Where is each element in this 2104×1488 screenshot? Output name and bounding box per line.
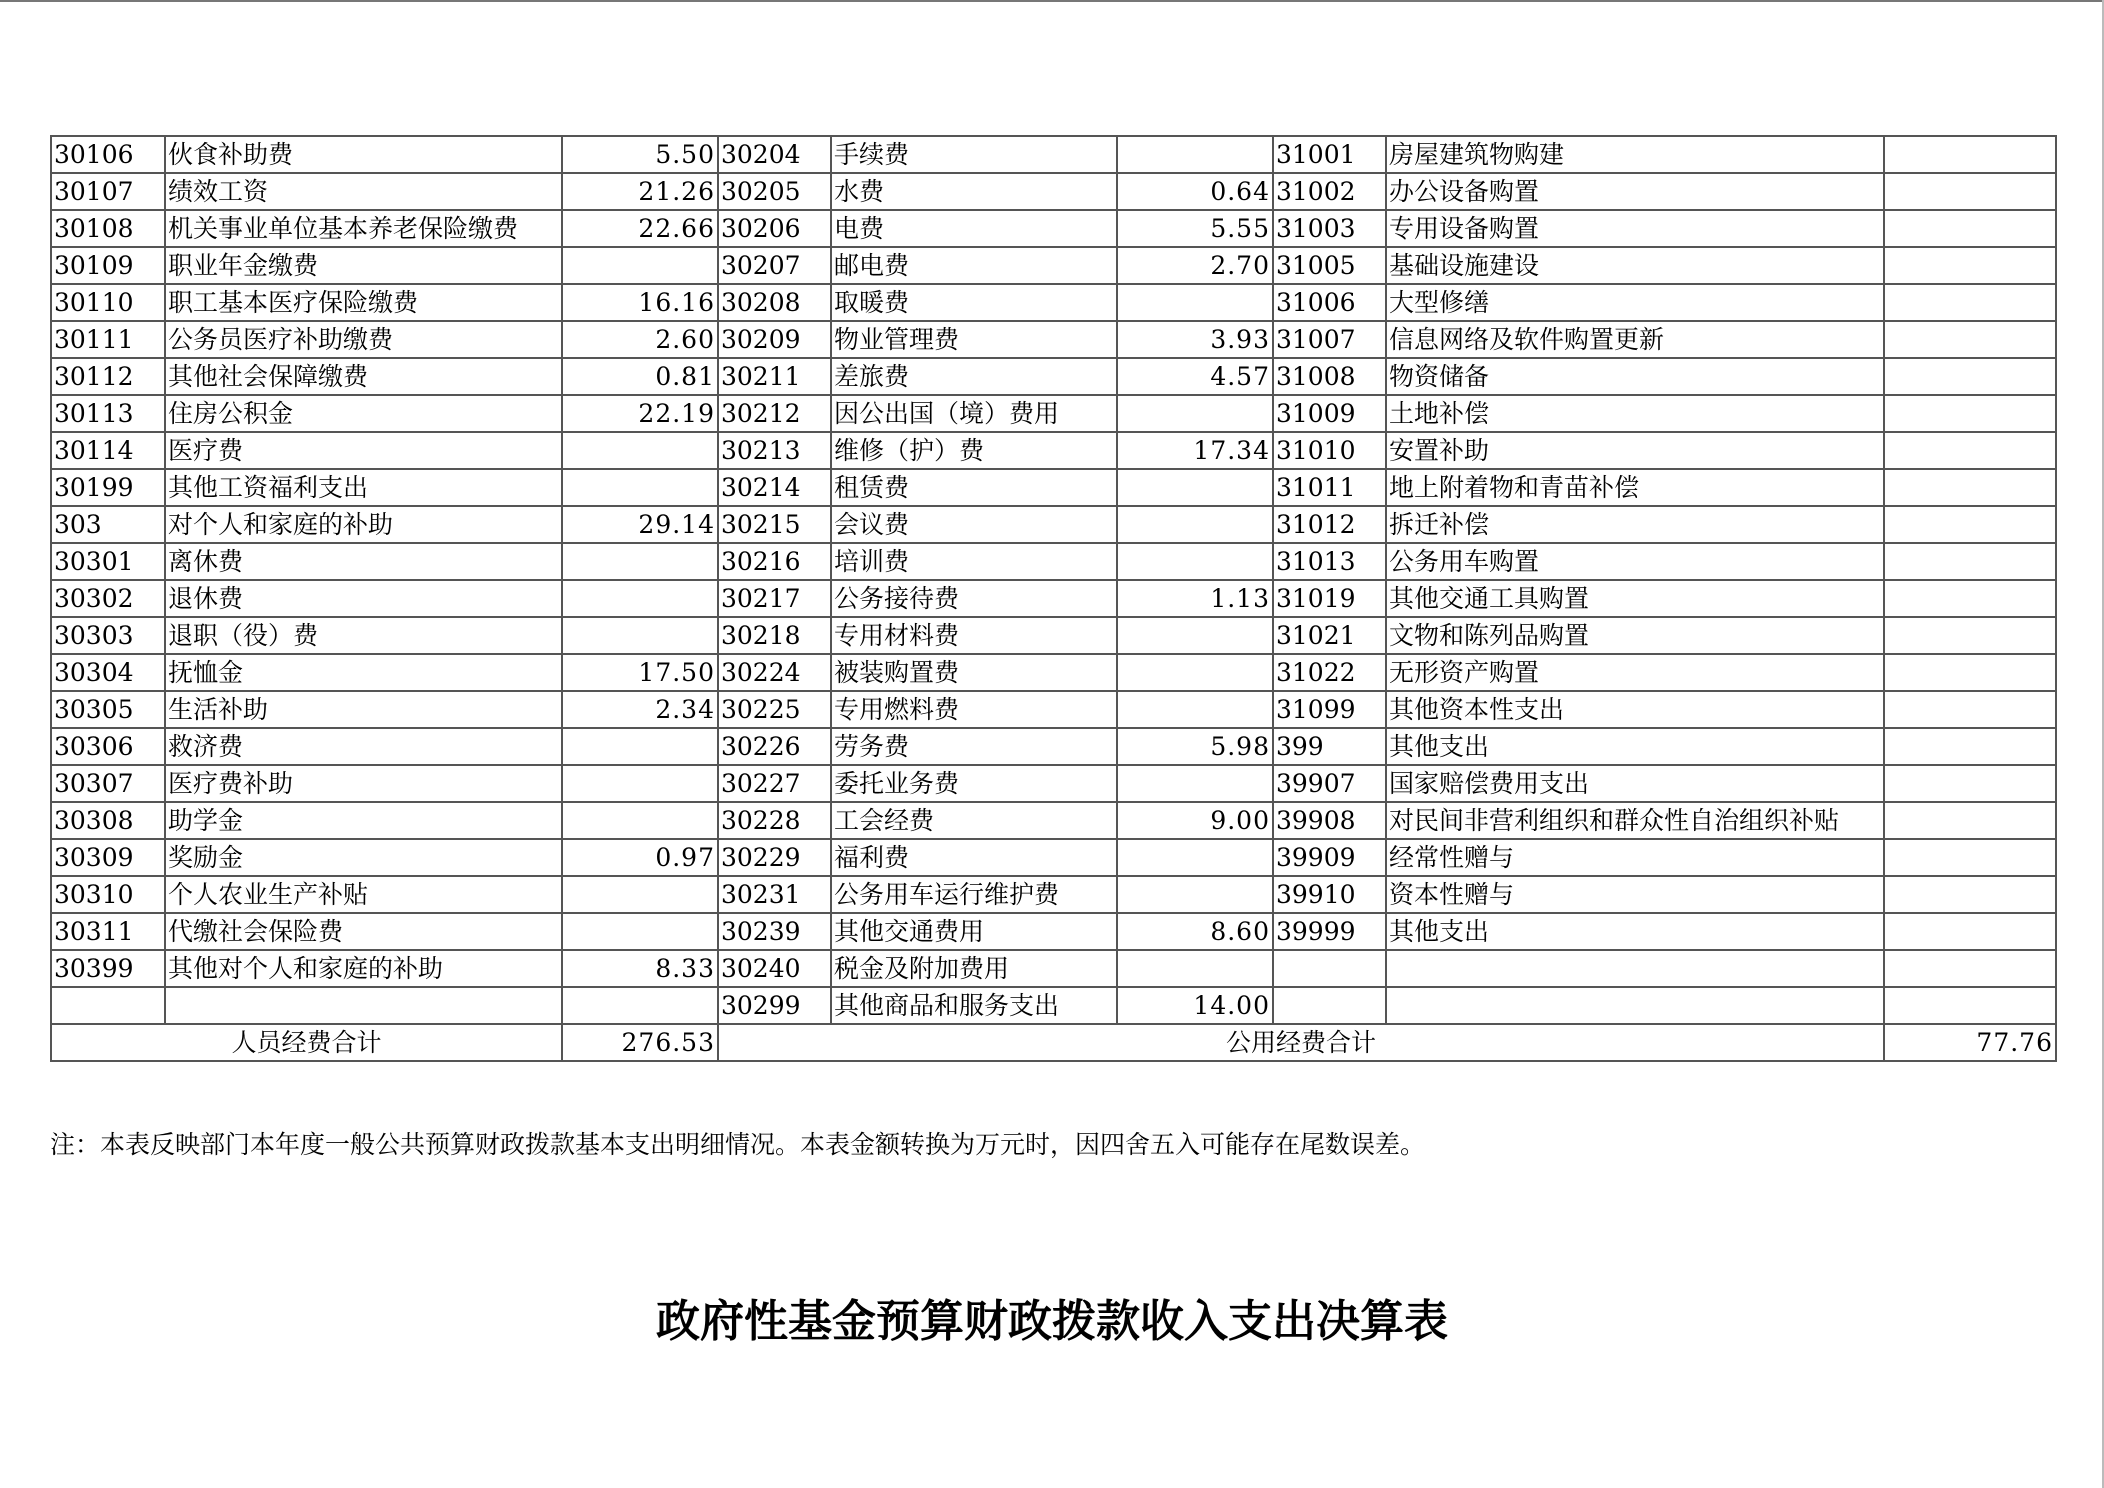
public-amount: [1117, 876, 1273, 913]
table-row: [51, 247, 2056, 284]
table-row: [51, 876, 2056, 913]
capital-code: 39910: [1273, 876, 1386, 913]
personnel-amount: 0.97: [562, 839, 718, 876]
personnel-item: 伙食补助费: [165, 136, 562, 173]
capital-item: 房屋建筑物购建: [1386, 136, 1884, 173]
personnel-item: 救济费: [165, 728, 562, 765]
personnel-code: 30307: [51, 765, 165, 802]
capital-item: 安置补助: [1386, 432, 1884, 469]
public-amount: [1117, 543, 1273, 580]
public-code: 30240: [718, 950, 831, 987]
personnel-item: 对个人和家庭的补助: [165, 506, 562, 543]
capital-code: 31021: [1273, 617, 1386, 654]
public-item: 专用燃料费: [831, 691, 1117, 728]
capital-amount: [1884, 136, 2056, 173]
capital-code: 31005: [1273, 247, 1386, 284]
capital-code: 39999: [1273, 913, 1386, 950]
personnel-amount: [562, 543, 718, 580]
capital-item: 信息网络及软件购置更新: [1386, 321, 1884, 358]
personnel-code: 30106: [51, 136, 165, 173]
personnel-code: 30114: [51, 432, 165, 469]
personnel-amount: 2.34: [562, 691, 718, 728]
personnel-amount: 16.16: [562, 284, 718, 321]
public-code: 30205: [718, 173, 831, 210]
capital-amount: [1884, 728, 2056, 765]
table-row: [51, 913, 2056, 950]
capital-code: 31019: [1273, 580, 1386, 617]
public-item: 物业管理费: [831, 321, 1117, 358]
public-item: 会议费: [831, 506, 1117, 543]
table-row: [51, 321, 2056, 358]
table-row: [51, 543, 2056, 580]
personnel-item: 公务员医疗补助缴费: [165, 321, 562, 358]
personnel-code: 30112: [51, 358, 165, 395]
public-item: 其他商品和服务支出: [831, 987, 1117, 1024]
table-row: [51, 691, 2056, 728]
table-row: [51, 728, 2056, 765]
capital-amount: [1884, 580, 2056, 617]
personnel-code: 30309: [51, 839, 165, 876]
public-amount: [1117, 395, 1273, 432]
capital-amount: [1884, 913, 2056, 950]
capital-amount: [1884, 506, 2056, 543]
personnel-amount: 22.19: [562, 395, 718, 432]
table-row: [51, 839, 2056, 876]
public-code: 30239: [718, 913, 831, 950]
personnel-item: 退休费: [165, 580, 562, 617]
capital-amount: [1884, 321, 2056, 358]
next-table-title: 政府性基金预算财政拨款收入支出决算表: [656, 1296, 1448, 1347]
capital-amount: [1884, 617, 2056, 654]
personnel-code: 30308: [51, 802, 165, 839]
capital-code: 31099: [1273, 691, 1386, 728]
capital-code: 31007: [1273, 321, 1386, 358]
public-item: 取暖费: [831, 284, 1117, 321]
capital-code: 31010: [1273, 432, 1386, 469]
personnel-code: [51, 987, 165, 1024]
capital-item: 其他交通工具购置: [1386, 580, 1884, 617]
personnel-item: 离休费: [165, 543, 562, 580]
capital-amount: [1884, 876, 2056, 913]
public-code: 30212: [718, 395, 831, 432]
personnel-amount: [562, 432, 718, 469]
personnel-amount: [562, 617, 718, 654]
public-code: 30224: [718, 654, 831, 691]
public-item: 委托业务费: [831, 765, 1117, 802]
capital-item: 办公设备购置: [1386, 173, 1884, 210]
personnel-item: 退职（役）费: [165, 617, 562, 654]
public-amount: [1117, 284, 1273, 321]
personnel-code: 30311: [51, 913, 165, 950]
public-item: 税金及附加费用: [831, 950, 1117, 987]
public-code: 30209: [718, 321, 831, 358]
public-code: 30218: [718, 617, 831, 654]
table-row: [51, 987, 2056, 1024]
capital-amount: [1884, 247, 2056, 284]
public-item: 专用材料费: [831, 617, 1117, 654]
personnel-code: 30303: [51, 617, 165, 654]
capital-item: [1386, 950, 1884, 987]
table-row: [51, 469, 2056, 506]
personnel-code: 30310: [51, 876, 165, 913]
public-code: 30204: [718, 136, 831, 173]
capital-amount: [1884, 654, 2056, 691]
table-row: [51, 654, 2056, 691]
personnel-code: 30305: [51, 691, 165, 728]
capital-amount: [1884, 987, 2056, 1024]
table-body: [51, 136, 2056, 1024]
public-item: 工会经费: [831, 802, 1117, 839]
personnel-code: 30306: [51, 728, 165, 765]
personnel-amount: [562, 728, 718, 765]
public-amount: 9.00: [1117, 802, 1273, 839]
capital-item: 经常性赠与: [1386, 839, 1884, 876]
public-item: 培训费: [831, 543, 1117, 580]
capital-code: 399: [1273, 728, 1386, 765]
personnel-amount: [562, 580, 718, 617]
public-code: 30299: [718, 987, 831, 1024]
table-row: [51, 765, 2056, 802]
capital-item: 专用设备购置: [1386, 210, 1884, 247]
personnel-amount: [562, 876, 718, 913]
capital-code: 31008: [1273, 358, 1386, 395]
public-item: 水费: [831, 173, 1117, 210]
personnel-amount: 2.60: [562, 321, 718, 358]
capital-code: 31009: [1273, 395, 1386, 432]
personnel-code: 30109: [51, 247, 165, 284]
personnel-item: 绩效工资: [165, 173, 562, 210]
capital-amount: [1884, 469, 2056, 506]
personnel-code: 30108: [51, 210, 165, 247]
capital-item: 基础设施建设: [1386, 247, 1884, 284]
personnel-item: [165, 987, 562, 1024]
capital-code: 31001: [1273, 136, 1386, 173]
public-amount: [1117, 469, 1273, 506]
personnel-code: 30111: [51, 321, 165, 358]
public-item: 电费: [831, 210, 1117, 247]
capital-item: 拆迁补偿: [1386, 506, 1884, 543]
public-item: 因公出国（境）费用: [831, 395, 1117, 432]
personnel-amount: [562, 802, 718, 839]
personnel-amount: 8.33: [562, 950, 718, 987]
personnel-amount: 5.50: [562, 136, 718, 173]
personnel-item: 住房公积金: [165, 395, 562, 432]
public-amount: 2.70: [1117, 247, 1273, 284]
public-item: 邮电费: [831, 247, 1117, 284]
capital-code: 31006: [1273, 284, 1386, 321]
capital-amount: [1884, 432, 2056, 469]
personnel-code: 303: [51, 506, 165, 543]
personnel-amount: [562, 913, 718, 950]
public-item: 维修（护）费: [831, 432, 1117, 469]
page-top-border: [0, 0, 2104, 2]
personnel-item: 奖励金: [165, 839, 562, 876]
personnel-amount: [562, 987, 718, 1024]
table-row: [51, 358, 2056, 395]
capital-code: 31022: [1273, 654, 1386, 691]
personnel-amount: 17.50: [562, 654, 718, 691]
public-code: 30207: [718, 247, 831, 284]
personnel-amount: 29.14: [562, 506, 718, 543]
capital-item: 其他支出: [1386, 728, 1884, 765]
public-amount: [1117, 654, 1273, 691]
personnel-item: 医疗费补助: [165, 765, 562, 802]
public-amount: [1117, 136, 1273, 173]
table-row: [51, 432, 2056, 469]
capital-item: 其他支出: [1386, 913, 1884, 950]
public-total-value: 77.76: [1884, 1024, 2056, 1061]
capital-item: 其他资本性支出: [1386, 691, 1884, 728]
public-amount: 17.34: [1117, 432, 1273, 469]
personnel-amount: [562, 469, 718, 506]
personnel-item: 医疗费: [165, 432, 562, 469]
capital-item: 无形资产购置: [1386, 654, 1884, 691]
public-item: 公务用车运行维护费: [831, 876, 1117, 913]
public-amount: 1.13: [1117, 580, 1273, 617]
public-code: 30216: [718, 543, 831, 580]
capital-item: 大型修缮: [1386, 284, 1884, 321]
table-footnote: 注：本表反映部门本年度一般公共预算财政拨款基本支出明细情况。本表金额转换为万元时，因四舍五入可能存在尾数误差。: [50, 1130, 1426, 1159]
public-item: 租赁费: [831, 469, 1117, 506]
table-row: [51, 617, 2056, 654]
public-amount: 0.64: [1117, 173, 1273, 210]
capital-code: 31003: [1273, 210, 1386, 247]
capital-code: 39907: [1273, 765, 1386, 802]
totals-row: [51, 1024, 2056, 1061]
public-code: 30226: [718, 728, 831, 765]
public-code: 30213: [718, 432, 831, 469]
public-item: 公务接待费: [831, 580, 1117, 617]
personnel-amount: [562, 765, 718, 802]
public-code: 30225: [718, 691, 831, 728]
public-item: 福利费: [831, 839, 1117, 876]
personnel-amount: 21.26: [562, 173, 718, 210]
public-item: 被装购置费: [831, 654, 1117, 691]
table-row: [51, 506, 2056, 543]
public-amount: [1117, 839, 1273, 876]
table-row: [51, 950, 2056, 987]
capital-item: 文物和陈列品购置: [1386, 617, 1884, 654]
capital-item: [1386, 987, 1884, 1024]
public-code: 30208: [718, 284, 831, 321]
public-amount: 8.60: [1117, 913, 1273, 950]
personnel-amount: 22.66: [562, 210, 718, 247]
public-amount: 5.55: [1117, 210, 1273, 247]
capital-amount: [1884, 543, 2056, 580]
public-amount: [1117, 617, 1273, 654]
personnel-item: 代缴社会保险费: [165, 913, 562, 950]
personnel-code: 30399: [51, 950, 165, 987]
capital-code: 31012: [1273, 506, 1386, 543]
capital-item: 土地补偿: [1386, 395, 1884, 432]
public-code: 30217: [718, 580, 831, 617]
capital-item: 对民间非营利组织和群众性自治组织补贴: [1386, 802, 1884, 839]
personnel-code: 30304: [51, 654, 165, 691]
personnel-item: 其他对个人和家庭的补助: [165, 950, 562, 987]
table-row: [51, 210, 2056, 247]
personnel-item: 抚恤金: [165, 654, 562, 691]
public-amount: 14.00: [1117, 987, 1273, 1024]
personnel-code: 30302: [51, 580, 165, 617]
capital-item: 公务用车购置: [1386, 543, 1884, 580]
public-item: 劳务费: [831, 728, 1117, 765]
public-code: 30231: [718, 876, 831, 913]
public-code: 30211: [718, 358, 831, 395]
public-total-label: 公用经费合计: [718, 1024, 1884, 1061]
personnel-item: 职业年金缴费: [165, 247, 562, 284]
public-code: 30214: [718, 469, 831, 506]
capital-item: 资本性赠与: [1386, 876, 1884, 913]
capital-amount: [1884, 395, 2056, 432]
personnel-code: 30110: [51, 284, 165, 321]
capital-amount: [1884, 950, 2056, 987]
capital-item: 物资储备: [1386, 358, 1884, 395]
capital-item: 国家赔偿费用支出: [1386, 765, 1884, 802]
personnel-item: 机关事业单位基本养老保险缴费: [165, 210, 562, 247]
capital-code: 39908: [1273, 802, 1386, 839]
public-item: 差旅费: [831, 358, 1117, 395]
capital-code: [1273, 987, 1386, 1024]
table-row: [51, 580, 2056, 617]
public-amount: [1117, 506, 1273, 543]
personnel-item: 其他工资福利支出: [165, 469, 562, 506]
capital-amount: [1884, 691, 2056, 728]
personnel-amount: 0.81: [562, 358, 718, 395]
personnel-code: 30107: [51, 173, 165, 210]
personnel-item: 助学金: [165, 802, 562, 839]
capital-code: 39909: [1273, 839, 1386, 876]
capital-amount: [1884, 765, 2056, 802]
personnel-item: 生活补助: [165, 691, 562, 728]
public-amount: 3.93: [1117, 321, 1273, 358]
capital-code: 31002: [1273, 173, 1386, 210]
table-row: [51, 802, 2056, 839]
capital-item: 地上附着物和青苗补偿: [1386, 469, 1884, 506]
public-item: 其他交通费用: [831, 913, 1117, 950]
table-row: [51, 136, 2056, 173]
capital-code: 31011: [1273, 469, 1386, 506]
capital-amount: [1884, 284, 2056, 321]
capital-amount: [1884, 173, 2056, 210]
capital-code: [1273, 950, 1386, 987]
public-code: 30229: [718, 839, 831, 876]
personnel-amount: [562, 247, 718, 284]
personnel-code: 30301: [51, 543, 165, 580]
basic-expenditure-table: [50, 135, 2057, 1062]
capital-amount: [1884, 839, 2056, 876]
personnel-code: 30113: [51, 395, 165, 432]
public-amount: [1117, 691, 1273, 728]
public-item: 手续费: [831, 136, 1117, 173]
table-row: [51, 395, 2056, 432]
public-code: 30215: [718, 506, 831, 543]
personnel-total-label: 人员经费合计: [51, 1024, 562, 1061]
table-row: [51, 173, 2056, 210]
public-code: 30227: [718, 765, 831, 802]
public-amount: 5.98: [1117, 728, 1273, 765]
public-amount: [1117, 950, 1273, 987]
personnel-total-value: 276.53: [562, 1024, 718, 1061]
capital-amount: [1884, 358, 2056, 395]
personnel-item: 职工基本医疗保险缴费: [165, 284, 562, 321]
public-amount: 4.57: [1117, 358, 1273, 395]
public-code: 30228: [718, 802, 831, 839]
personnel-item: 个人农业生产补贴: [165, 876, 562, 913]
table-row: [51, 284, 2056, 321]
personnel-item: 其他社会保障缴费: [165, 358, 562, 395]
public-code: 30206: [718, 210, 831, 247]
capital-amount: [1884, 802, 2056, 839]
personnel-code: 30199: [51, 469, 165, 506]
capital-code: 31013: [1273, 543, 1386, 580]
public-amount: [1117, 765, 1273, 802]
capital-amount: [1884, 210, 2056, 247]
